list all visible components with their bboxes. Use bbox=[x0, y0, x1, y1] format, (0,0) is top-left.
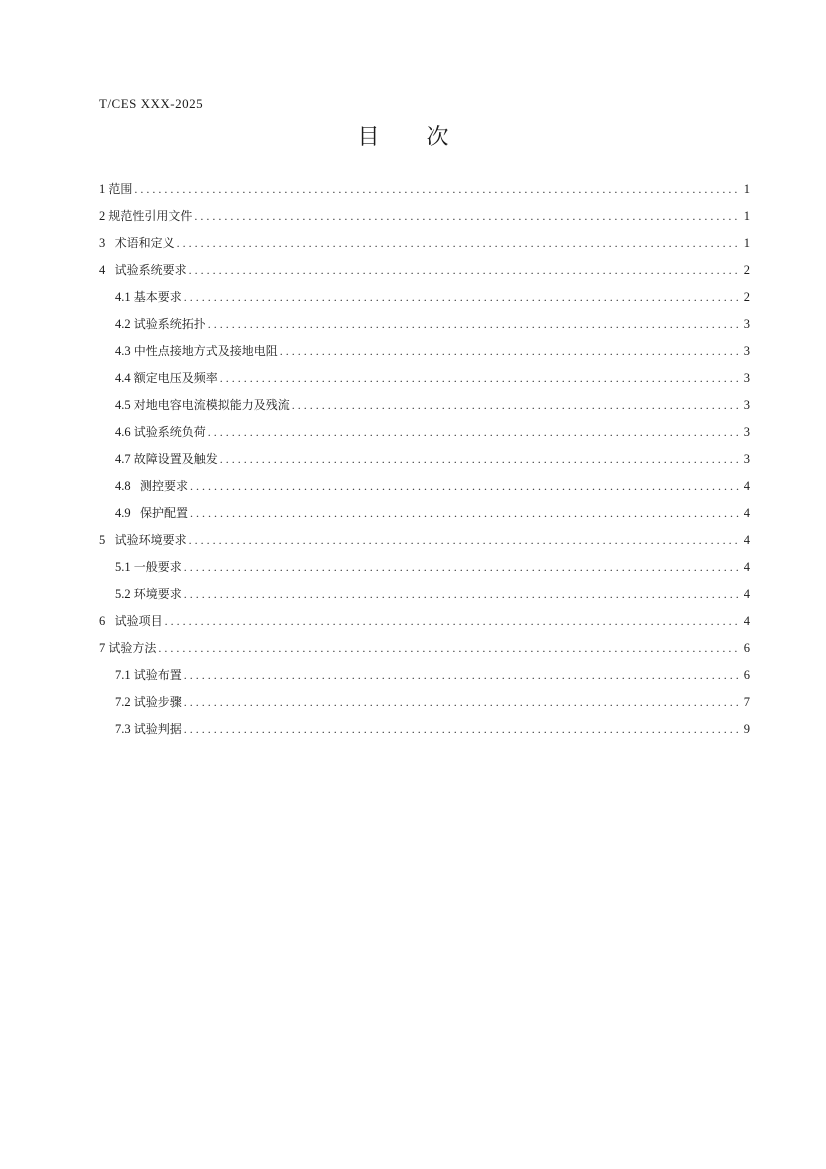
toc-entry-7-2[interactable] bbox=[99, 692, 750, 719]
toc-entry-page: 2 bbox=[743, 263, 750, 277]
toc-entry-number: 7.2 bbox=[115, 695, 134, 709]
dot-leader bbox=[220, 368, 740, 388]
toc-entry-number: 5.2 bbox=[115, 587, 134, 601]
toc-entry-4-7[interactable] bbox=[99, 449, 750, 476]
dot-leader bbox=[292, 395, 740, 415]
toc-title: 目 次 bbox=[357, 125, 469, 150]
toc-entry-page: 9 bbox=[743, 722, 750, 736]
toc-entry-title: 中性点接地方式及接地电阻 bbox=[133, 344, 278, 358]
toc-entry-5-1[interactable] bbox=[99, 557, 750, 584]
toc-entry-4-9[interactable] bbox=[99, 503, 750, 530]
toc-entry-title: 规范性引用文件 bbox=[108, 209, 193, 223]
toc-entry-title: 环境要求 bbox=[133, 587, 182, 601]
toc-entry-title: 试验环境要求 bbox=[114, 533, 187, 547]
toc-entry-number: 4.2 bbox=[115, 317, 134, 331]
toc-entry-number: 4.1 bbox=[115, 290, 134, 304]
toc-entry-number: 4.7 bbox=[115, 452, 134, 466]
toc-entry-title: 试验布置 bbox=[133, 668, 182, 682]
toc-entry-number: 7.1 bbox=[115, 668, 134, 682]
toc-entry-title: 基本要求 bbox=[133, 290, 182, 304]
toc-entry-number: 4 bbox=[99, 263, 115, 277]
toc-entry-number: 4.4 bbox=[115, 371, 134, 385]
toc-entry-page: 1 bbox=[743, 209, 750, 223]
toc-entry-number: 2 bbox=[99, 209, 109, 223]
toc-entry-7-1[interactable] bbox=[99, 665, 750, 692]
toc-entry-4-1[interactable] bbox=[99, 287, 750, 314]
dot-leader bbox=[184, 557, 740, 577]
toc-entry-page: 4 bbox=[743, 506, 750, 520]
toc-entry-page: 4 bbox=[743, 479, 750, 493]
dot-leader bbox=[280, 341, 740, 361]
toc-entry-page: 3 bbox=[743, 371, 750, 385]
toc-entry-title: 试验系统负荷 bbox=[133, 425, 206, 439]
toc-entry-title: 试验项目 bbox=[114, 614, 163, 628]
toc-entry-number: 7.3 bbox=[115, 722, 134, 736]
dot-leader bbox=[184, 287, 740, 307]
toc-entry-page: 1 bbox=[743, 182, 750, 196]
toc-entry-7-3[interactable] bbox=[99, 719, 750, 746]
toc-entry-title: 术语和定义 bbox=[114, 236, 175, 250]
toc-entry-page: 7 bbox=[743, 695, 750, 709]
dot-leader bbox=[165, 611, 740, 631]
toc-entry-title: 保护配置 bbox=[140, 506, 189, 520]
toc-entry-number: 5.1 bbox=[115, 560, 134, 574]
toc-entry-title: 试验步骤 bbox=[133, 695, 182, 709]
dot-leader bbox=[190, 476, 740, 496]
toc-entry-4[interactable] bbox=[99, 260, 750, 287]
toc-entry-page: 3 bbox=[743, 317, 750, 331]
toc-entry-page: 4 bbox=[743, 560, 750, 574]
dot-leader bbox=[184, 719, 740, 739]
toc-entry-4-6[interactable] bbox=[99, 422, 750, 449]
toc-entry-number: 4.8 bbox=[115, 479, 140, 493]
toc-entry-2[interactable] bbox=[99, 206, 750, 233]
toc-entry-page: 4 bbox=[743, 614, 750, 628]
dot-leader bbox=[177, 233, 740, 253]
toc-entry-title: 范围 bbox=[108, 182, 133, 196]
toc-entry-title: 对地电容电流模拟能力及残流 bbox=[133, 398, 290, 412]
toc-entry-title: 一般要求 bbox=[133, 560, 182, 574]
toc-entry-page: 1 bbox=[743, 236, 750, 250]
toc-entry-title: 测控要求 bbox=[140, 479, 189, 493]
dot-leader bbox=[189, 530, 740, 550]
dot-leader bbox=[158, 638, 739, 658]
dot-leader bbox=[184, 692, 740, 712]
toc-entry-page: 6 bbox=[743, 641, 750, 655]
toc-entry-number: 4.5 bbox=[115, 398, 134, 412]
toc-entry-title: 故障设置及触发 bbox=[133, 452, 218, 466]
toc-entry-page: 3 bbox=[743, 398, 750, 412]
toc-entry-number: 5 bbox=[99, 533, 115, 547]
toc-entry-number: 4.3 bbox=[115, 344, 134, 358]
toc-entry-3[interactable] bbox=[99, 233, 750, 260]
toc-entry-5[interactable] bbox=[99, 530, 750, 557]
toc-entry-title: 试验方法 bbox=[108, 641, 157, 655]
dot-leader bbox=[189, 260, 740, 280]
toc-entry-page: 6 bbox=[743, 668, 750, 682]
toc-entry-1[interactable] bbox=[99, 179, 750, 206]
toc-entry-number: 4.9 bbox=[115, 506, 140, 520]
dot-leader bbox=[190, 503, 740, 523]
toc-entry-page: 3 bbox=[743, 425, 750, 439]
toc-entry-title: 试验判据 bbox=[133, 722, 182, 736]
toc-entry-4-8[interactable] bbox=[99, 476, 750, 503]
toc-entry-title: 试验系统要求 bbox=[114, 263, 187, 277]
dot-leader bbox=[184, 665, 740, 685]
toc-entry-4-2[interactable] bbox=[99, 314, 750, 341]
toc-entry-4-4[interactable] bbox=[99, 368, 750, 395]
toc-entry-6[interactable] bbox=[99, 611, 750, 638]
toc-entry-number: 7 bbox=[99, 641, 109, 655]
toc-entry-page: 3 bbox=[743, 344, 750, 358]
toc-entry-number: 1 bbox=[99, 182, 109, 196]
table-of-contents bbox=[99, 179, 750, 746]
toc-entry-page: 2 bbox=[743, 290, 750, 304]
dot-leader bbox=[208, 314, 740, 334]
dot-leader bbox=[184, 584, 740, 604]
toc-entry-4-3[interactable] bbox=[99, 341, 750, 368]
toc-entry-number: 3 bbox=[99, 236, 115, 250]
toc-entry-number: 6 bbox=[99, 614, 115, 628]
toc-entry-5-2[interactable] bbox=[99, 584, 750, 611]
toc-entry-page: 4 bbox=[743, 533, 750, 547]
toc-entry-4-5[interactable] bbox=[99, 395, 750, 422]
dot-leader bbox=[134, 179, 739, 199]
toc-entry-page: 3 bbox=[743, 452, 750, 466]
toc-entry-title: 试验系统拓扑 bbox=[133, 317, 206, 331]
toc-entry-7[interactable] bbox=[99, 638, 750, 665]
toc-entry-page: 4 bbox=[743, 587, 750, 601]
dot-leader bbox=[220, 449, 740, 469]
document-code: T/CES XXX-2025 bbox=[99, 96, 204, 111]
dot-leader bbox=[194, 206, 739, 226]
toc-entry-title: 额定电压及频率 bbox=[133, 371, 218, 385]
toc-entry-number: 4.6 bbox=[115, 425, 134, 439]
dot-leader bbox=[208, 422, 740, 442]
